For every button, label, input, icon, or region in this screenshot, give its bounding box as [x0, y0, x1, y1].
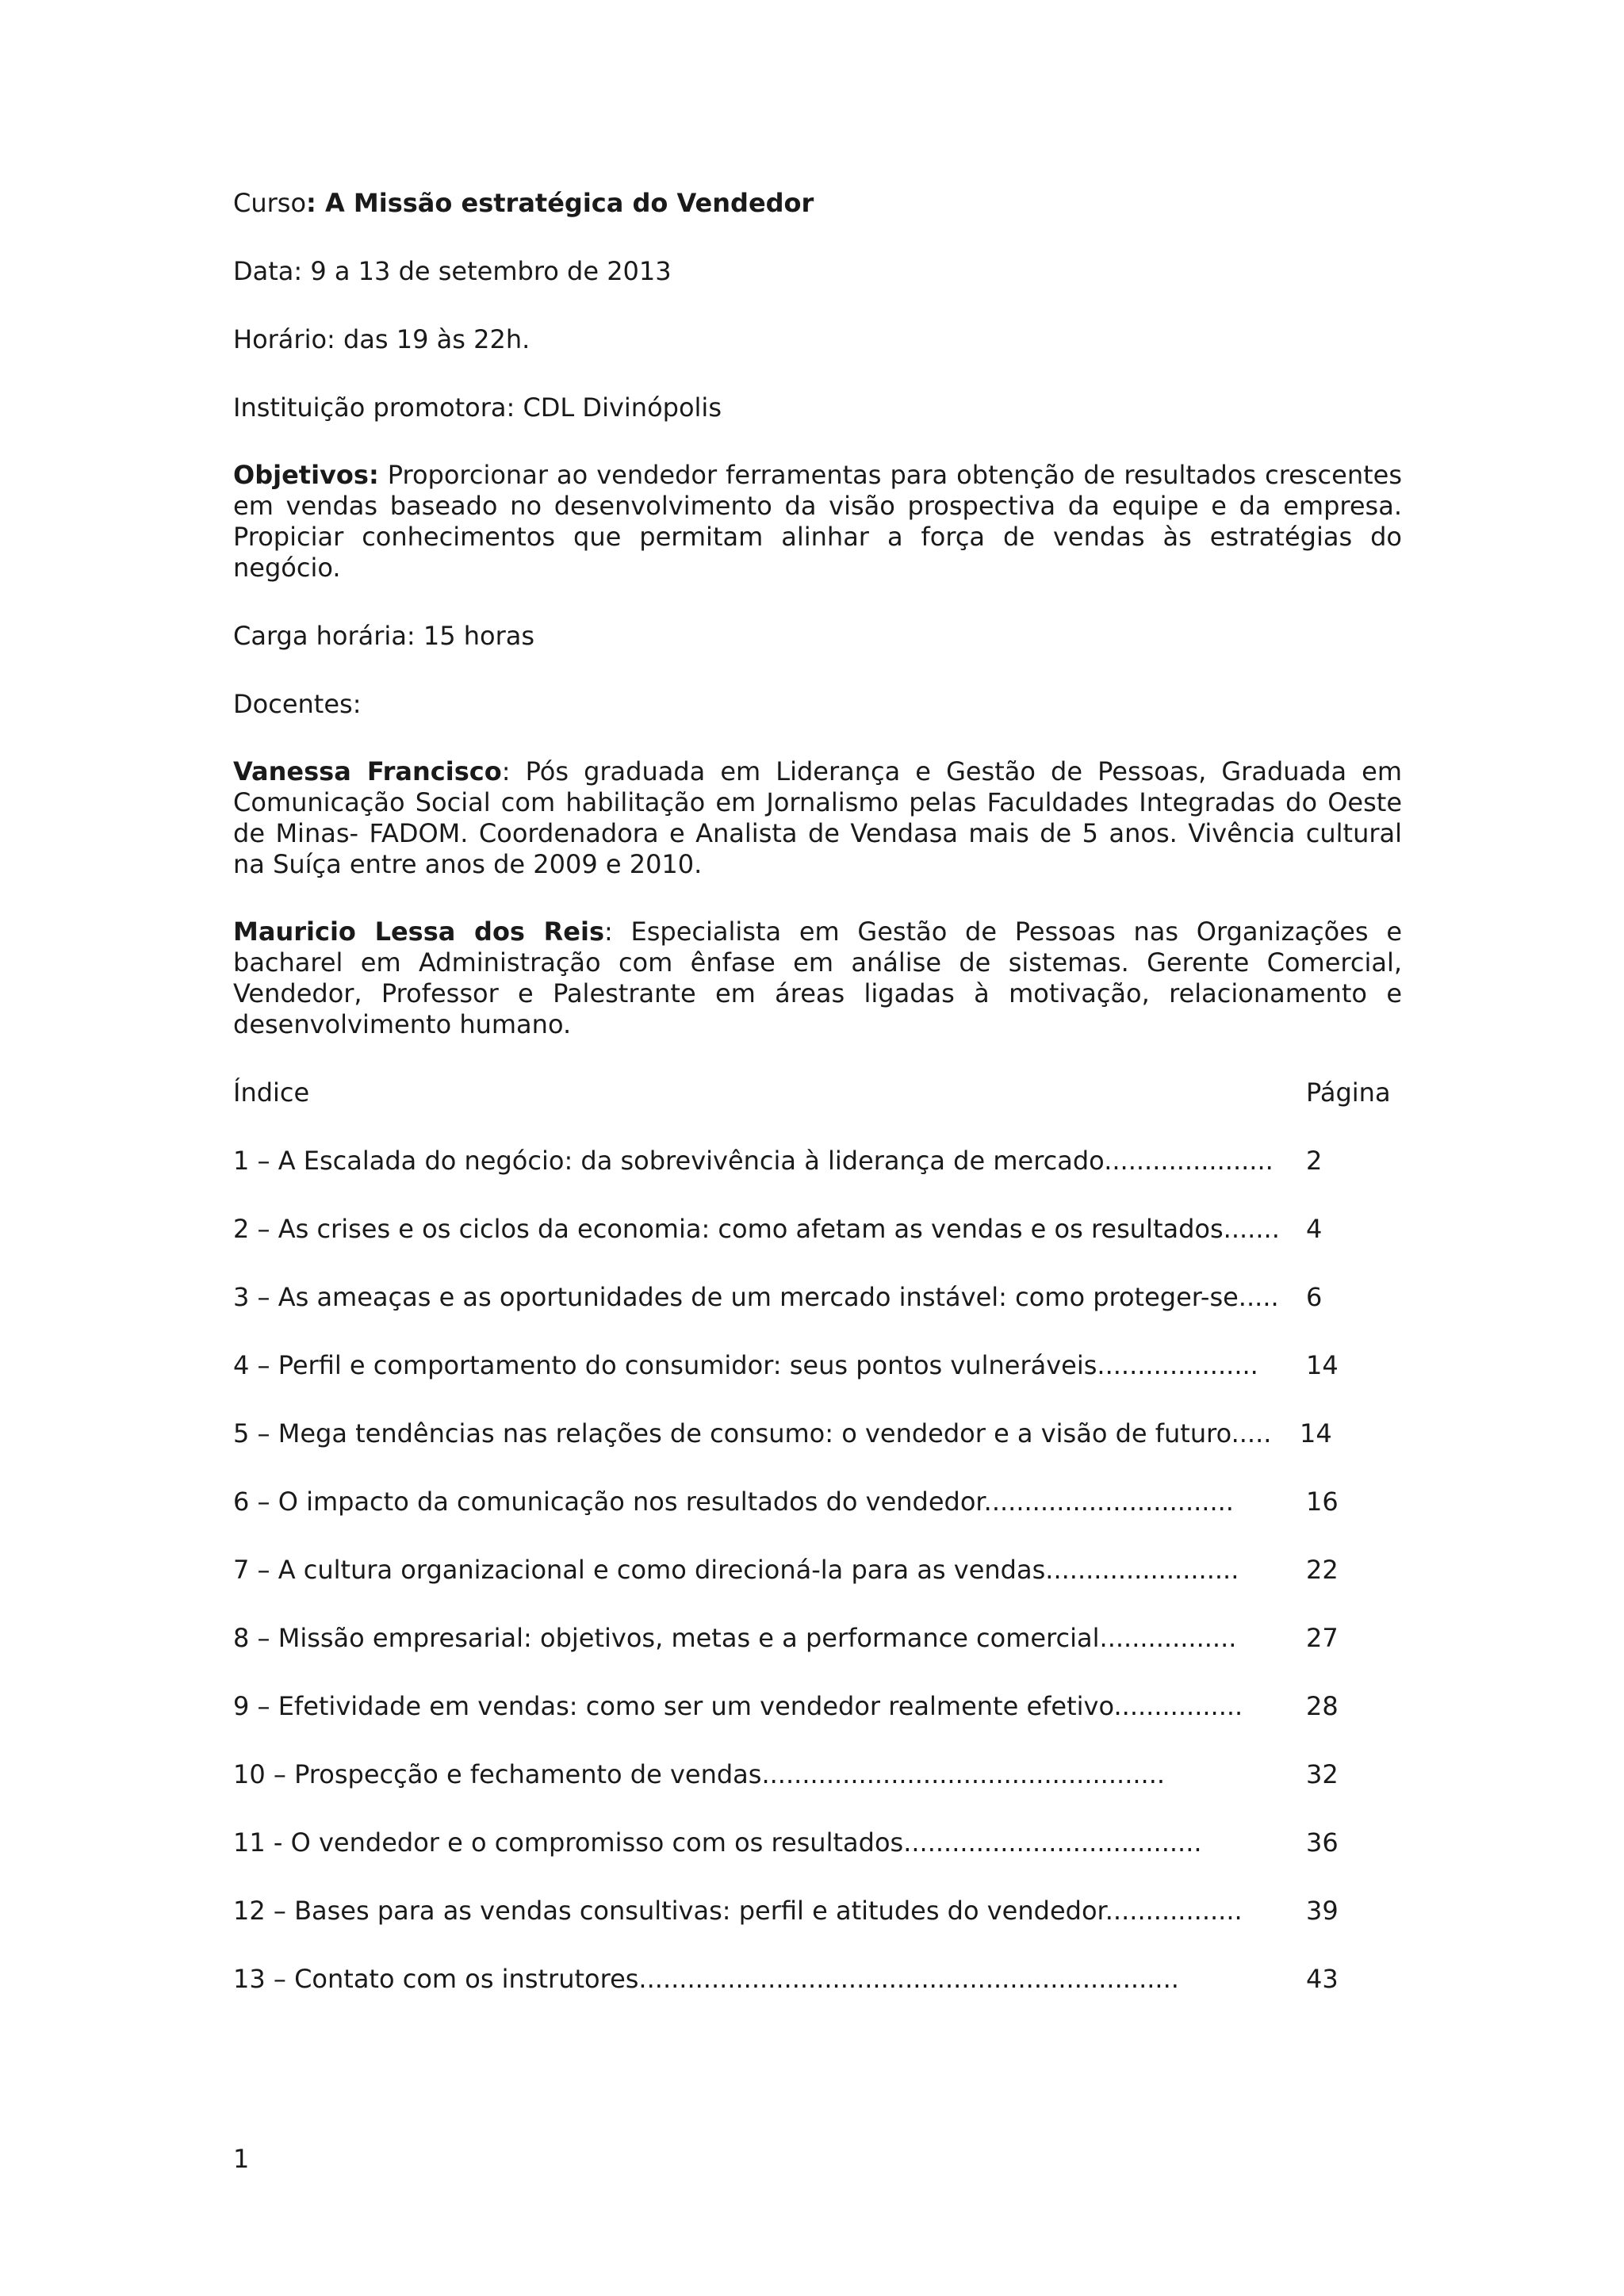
toc-item-text: 13 – Contato com os instrutores................................................................... — [233, 1964, 1179, 1994]
toc-item-text: 7 – A cultura organizacional e como direcioná-la para as vendas........................ — [233, 1555, 1239, 1585]
teacher1-paragraph — [233, 756, 1402, 880]
toc-item-page: 2 — [1306, 1146, 1323, 1176]
toc-item-text: 10 – Prospecção e fechamento de vendas.................................................. — [233, 1759, 1166, 1789]
toc-item-page: 27 — [1306, 1623, 1339, 1653]
toc-item — [233, 1554, 1402, 1586]
teacher1-name: Vanessa Francisco — [233, 756, 502, 786]
toc-item — [233, 1827, 1402, 1858]
toc-item-page: 36 — [1306, 1827, 1339, 1858]
toc-item — [233, 1145, 1402, 1177]
toc-item — [233, 1895, 1402, 1927]
teacher1-bio: : Pós graduada em Liderança e Gestão de Pessoas, Graduada em Comunicação Social com habilitação em Jornalismo pelas Faculdades Integradas do Oeste de Minas- FADOM. Coordenadora e Analista de Vendasa mais de 5 anos. Vivência cultural na Suíça entre anos de 2009 e 2010. — [233, 756, 1403, 879]
toc-item-text: 3 – As ameaças e as oportunidades de um mercado instável: como proteger-se..... — [233, 1282, 1279, 1312]
page-number: 1 — [233, 2144, 250, 2174]
toc-item-page: 6 — [1306, 1282, 1323, 1312]
toc-item — [233, 1281, 1402, 1313]
date-line: Data: 9 a 13 de setembro de 2013 — [233, 256, 672, 286]
toc-item-text: 12 – Bases para as vendas consultivas: perfil e atitudes do vendedor................. — [233, 1896, 1243, 1926]
toc-item-page: 14 — [1300, 1418, 1332, 1448]
objectives-paragraph — [233, 460, 1402, 584]
objectives-label: Objetivos: — [233, 460, 379, 490]
toc-item-page: 16 — [1306, 1487, 1339, 1517]
document-page — [233, 187, 1402, 1995]
toc-item-text: 11 - O vendedor e o compromisso com os resultados..................................... — [233, 1827, 1202, 1858]
toc-header — [233, 1077, 1402, 1108]
toc-item-page: 28 — [1306, 1691, 1339, 1721]
toc-index-label: Índice — [233, 1077, 310, 1108]
toc-item — [233, 1349, 1402, 1381]
toc-item-page: 4 — [1306, 1214, 1323, 1244]
toc-item — [233, 1963, 1402, 1995]
course-line — [233, 187, 1402, 219]
toc-item — [233, 1622, 1402, 1654]
teacher2-paragraph — [233, 916, 1402, 1040]
toc-item-text: 9 – Efetividade em vendas: como ser um vendedor realmente efetivo................ — [233, 1691, 1243, 1721]
toc-item — [233, 1690, 1402, 1722]
toc-item-text: 2 – As crises e os ciclos da economia: como afetam as vendas e os resultados....... — [233, 1214, 1280, 1244]
toc-item-text: 4 – Perfil e comportamento do consumidor: seus pontos vulneráveis.................... — [233, 1350, 1258, 1380]
course-label: Curso — [233, 188, 307, 218]
toc-item-text: 6 – O impacto da comunicação nos resultados do vendedor............................... — [233, 1487, 1234, 1517]
toc-item-page: 22 — [1306, 1555, 1339, 1585]
toc-item-text: 5 – Mega tendências nas relações de consumo: o vendedor e a visão de futuro..... — [233, 1418, 1272, 1448]
teacher2-bio: : Especialista em Gestão de Pessoas nas Organizações e bacharel em Administração com ênfase em análise de sistemas. Gerente Comercial, Vendedor, Professor e Palestrante em áreas ligadas à motivação, relacionamento e desenvolvimento humano. — [233, 916, 1403, 1039]
teacher2-name: Mauricio Lessa dos Reis — [233, 916, 605, 947]
course-title: : A Missão estratégica do Vendedor — [306, 188, 814, 218]
toc-page-label: Página — [1306, 1077, 1391, 1108]
toc-item-text: 8 – Missão empresarial: objetivos, metas e a performance comercial................. — [233, 1623, 1237, 1653]
toc-item — [233, 1418, 1402, 1449]
toc-item — [233, 1758, 1402, 1790]
toc-item-page: 43 — [1306, 1964, 1339, 1994]
objectives-text: Proporcionar ao vendedor ferramentas para obtenção de resultados crescentes em vendas baseado no desenvolvimento da visão prospectiva da equipe e da empresa. Propiciar conhecimentos que permitam alinhar a força de vendas às estratégias do negócio. — [233, 460, 1402, 583]
institution-line: Instituição promotora: CDL Divinópolis — [233, 392, 722, 423]
toc-item-page: 14 — [1306, 1350, 1339, 1380]
teachers-label: Docentes: — [233, 689, 362, 719]
toc-item — [233, 1486, 1402, 1517]
toc-item-page: 39 — [1306, 1896, 1339, 1926]
toc-item-page: 32 — [1306, 1759, 1339, 1789]
toc-item — [233, 1213, 1402, 1245]
toc-item-text: 1 – A Escalada do negócio: da sobrevivência à liderança de mercado..................... — [233, 1146, 1274, 1176]
time-line: Horário: das 19 às 22h. — [233, 324, 530, 354]
workload-line: Carga horária: 15 horas — [233, 621, 535, 651]
